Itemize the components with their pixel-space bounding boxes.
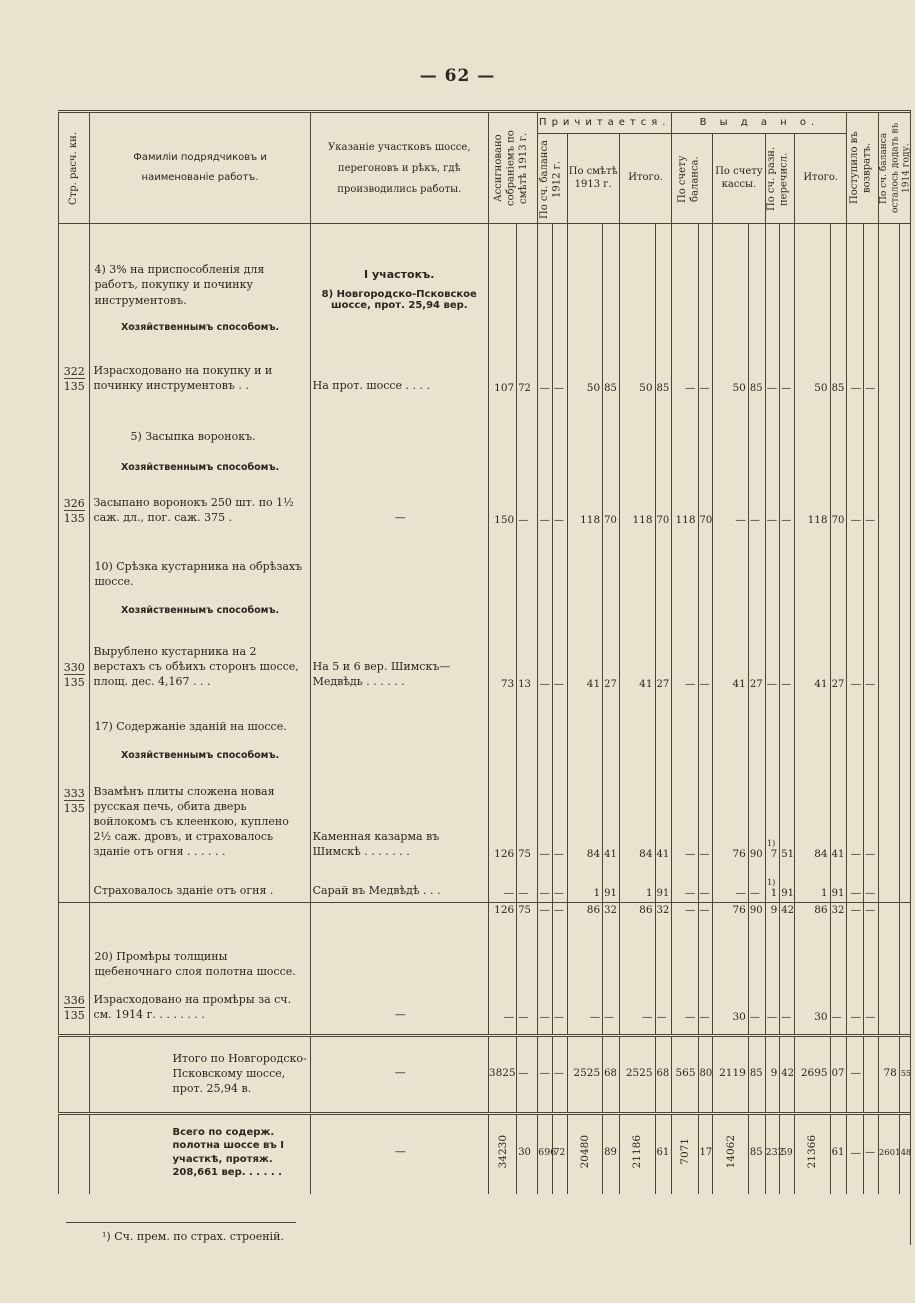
road-label: 8) Новгородско-Псковское шоссе, прот. 25,94 вер. bbox=[321, 289, 477, 311]
section-title: 5) Засыпка воронокъ. bbox=[130, 429, 256, 443]
table-row: Страховалось зданiе отъ огня . Сарай въ Медвѣдѣ . . . — — — — 1 91 1 91 — — — — 1) 1 91 1 91 — — bbox=[59, 863, 911, 903]
col-paid-transfer-header: По сч. разн. перечисл. bbox=[765, 134, 794, 224]
section-method: Хозяйственнымъ способомъ. bbox=[120, 322, 280, 334]
section-title: 17) Содержанiе зданiй на шоссе. bbox=[94, 719, 287, 733]
col-paid-cash-header: По счету кассы. bbox=[713, 134, 765, 224]
col-paid-total-header: Итого. bbox=[794, 134, 846, 224]
section-title: 20) Промѣры толщины щебеночнаго слоя полотна шоссе. bbox=[94, 949, 296, 978]
col-remainder-header: По сч. баланса осталось додать въ 1914 году. bbox=[878, 112, 910, 224]
group-due-header: Причитается. bbox=[538, 112, 672, 134]
subtotal-row: 126 75 — — 86 32 86 32 — — 76 90 9 42 86 32 — — bbox=[59, 903, 911, 919]
table-row: 333 135 Взамѣнъ плиты сложена новая русская печь, обита дверь войлокомъ съ клеенкою, куплено 2½ саж. дровъ, и страховалось зданiе отъ огня . . . . . . Каменная казарма въ Шимскѣ . . . . . . . 126 75 — — 84 41 84 41 — — 76 90 1) 7 51 84 41 — — bbox=[59, 783, 911, 863]
col-assigned-header: Ассигновано собранiемъ по смѣтѣ 1913 г. bbox=[488, 112, 537, 224]
total-row: Итого по Новгородско-Псковскому шоссе, прот. 25,94 в. — 3825 — — — 2525 68 2525 68 565 80 2119 85 9 42 2695 07 — 78 55 bbox=[59, 1036, 911, 1114]
table-row: 330 135 Вырублено кустарника на 2 верстахъ съ обѣихъ сторонъ шоссе, площ. дес. 4,167 . . . На 5 и 6 вер. Шимскъ—Медвѣдь . . . . . . 73 13 — — 41 27 41 27 — — 41 27 — — 41 27 — — bbox=[59, 639, 911, 693]
table-row: 326 135 Засыпано воронокъ 250 шт. по 1½ саж. дл., пог. саж. 375 . — 150 — — — 118 70 118 70 118 70 — — — — 118 70 — — bbox=[59, 489, 911, 529]
table-row: 336 135 Израсходовано на промѣры за сч. см. 1914 г. . . . . . . . — — — — — — — — — — — 30 — — — 30 — — — bbox=[59, 984, 911, 1026]
region-label: I участокъ. bbox=[364, 268, 435, 281]
table-row: 322 135 Израсходовано на покупку и и починку инструментовъ . . На прот. шоссе . . . . 107 72 — — 50 85 50 85 — — 50 85 — — 50 85 — — bbox=[59, 359, 911, 397]
section-method: Хозяйственнымъ способомъ. bbox=[120, 749, 280, 761]
section-title: 10) Срѣзка кустарника на обрѣзахъ шоссе. bbox=[94, 559, 303, 588]
col-due-estimate-header: По смѣтѣ 1913 г. bbox=[567, 134, 619, 224]
col-loc-header: Указанiе участковъ шоссе, перегоновъ и рѣкъ, гдѣ производились работы. bbox=[310, 112, 488, 224]
ledger-table bbox=[58, 110, 910, 1194]
col-due-balance-header: По сч. баланса 1912 г. bbox=[538, 134, 567, 224]
col-paid-balance-header: По счету баланса. bbox=[672, 134, 713, 224]
section-method: Хозяйственнымъ способомъ. bbox=[120, 461, 280, 473]
footnote: ¹) Сч. прем. по страх. строенiй. bbox=[102, 1230, 284, 1243]
section-title: 4) 3% на приспособленiя для работъ, покупку и починку инструментовъ. bbox=[94, 263, 265, 307]
footnote-rule bbox=[66, 1222, 296, 1223]
section-method: Хозяйственнымъ способомъ. bbox=[120, 605, 280, 617]
page-number: — 62 — bbox=[419, 66, 496, 86]
col-desc-header: Фамилiи подрядчиковъ и наименованiе работъ. bbox=[90, 112, 310, 224]
table-right-edge bbox=[910, 110, 911, 1245]
col-due-total-header: Итого. bbox=[619, 134, 671, 224]
group-paid-header: В ы д а н о. bbox=[672, 112, 847, 134]
col-ref-header: Стр. расч. кн. bbox=[59, 112, 90, 224]
grand-total-row: Всего по содерж. полотна шоссе въ I участкѣ, протяж. 208,661 вер. . . . . . — 34230 30 696 72 20480 89 21186 61 7071 17 14062 85 232 59 21366 61 — — 2601 48 bbox=[59, 1114, 911, 1194]
col-returned-header: Поступило въ возвратъ. bbox=[847, 112, 878, 224]
